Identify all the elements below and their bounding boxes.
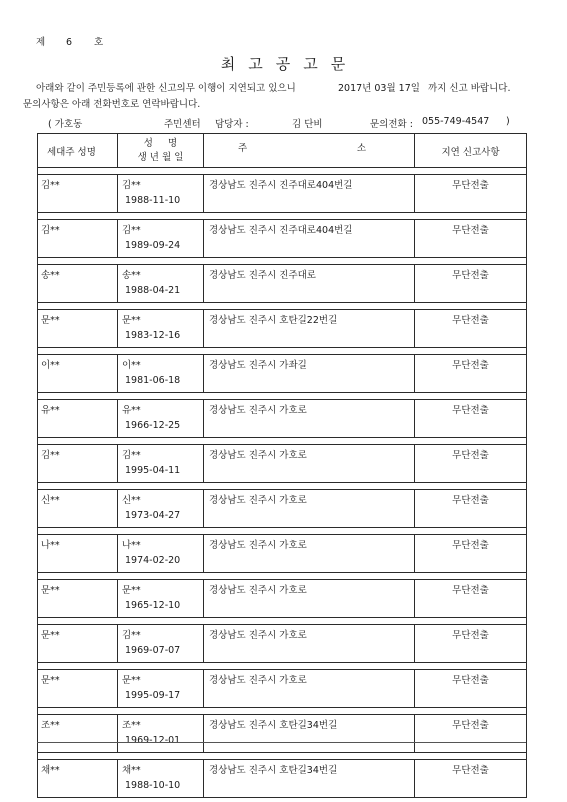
address-cell: 경상남도 진주시 가호로 — [204, 400, 415, 438]
address-cell: 경상남도 진주시 가호로 — [204, 625, 415, 663]
table-row — [38, 760, 527, 798]
table-row — [38, 490, 527, 528]
table-row — [38, 400, 527, 438]
householder-cell: 김** — [38, 220, 118, 258]
contact-office: ( 가호동 — [48, 119, 83, 130]
row-spacer — [38, 618, 527, 625]
status-cell: 무단전출 — [415, 355, 527, 393]
status-cell: 무단전출 — [415, 490, 527, 528]
header-address — [204, 134, 415, 168]
householder-cell: 나** — [38, 535, 118, 573]
row-spacer — [38, 663, 527, 670]
householder-cell: 문** — [38, 580, 118, 618]
status-cell: 무단전출 — [415, 535, 527, 573]
householder-cell: 이** — [38, 355, 118, 393]
row-spacer — [38, 483, 527, 490]
birth-date: 1988-04-21 — [125, 285, 181, 296]
row-spacer — [38, 393, 527, 400]
name-birth-cell — [118, 760, 204, 798]
page-title — [0, 53, 567, 74]
householder-cell: 유** — [38, 400, 118, 438]
table-row — [38, 310, 527, 348]
name-birth-cell — [118, 535, 204, 573]
records-table — [37, 133, 527, 798]
person-name: 김** — [122, 630, 141, 641]
birth-date: 1973-04-27 — [125, 510, 181, 521]
address-cell: 경상남도 진주시 진주대로404번길 — [204, 175, 415, 213]
header-householder: 세대주 성명 — [38, 134, 118, 168]
person-name: 채** — [122, 765, 141, 776]
status-cell: 무단전출 — [415, 715, 527, 753]
contact-phone: 055-749-4547 — [422, 116, 490, 127]
birth-date: 1995-04-11 — [125, 465, 181, 476]
table-row — [38, 175, 527, 213]
name-birth-cell — [118, 355, 204, 393]
row-spacer — [38, 528, 527, 535]
status-cell: 무단전출 — [415, 310, 527, 348]
name-birth-cell — [118, 400, 204, 438]
person-name: 문** — [122, 585, 141, 596]
document-number — [36, 34, 103, 48]
row-spacer — [38, 438, 527, 445]
address-cell: 경상남도 진주시 가좌길 — [204, 355, 415, 393]
address-cell: 경상남도 진주시 가호로 — [204, 490, 415, 528]
doc-number-suffix: 호 — [94, 37, 104, 48]
address-cell: 경상남도 진주시 가호로 — [204, 670, 415, 708]
status-cell: 무단전출 — [415, 625, 527, 663]
table-row — [38, 220, 527, 258]
person-name: 문** — [122, 315, 141, 326]
birth-date: 1965-12-10 — [125, 600, 181, 611]
name-birth-cell — [118, 580, 204, 618]
person-name: 김** — [122, 225, 141, 236]
birth-date: 1988-11-10 — [125, 195, 181, 206]
header-birth: 생 년 월 일 — [137, 151, 184, 163]
row-spacer — [38, 573, 527, 580]
row-spacer — [38, 303, 527, 310]
title-char: 문 — [330, 55, 347, 73]
person-name: 조** — [122, 720, 141, 731]
row-spacer — [38, 708, 527, 715]
birth-date: 1981-06-18 — [125, 375, 181, 386]
title-char: 최 — [220, 55, 237, 73]
title-char: 공 — [275, 55, 292, 73]
name-birth-cell — [118, 265, 204, 303]
name-birth-cell — [118, 445, 204, 483]
person-name: 이** — [122, 360, 141, 371]
name-birth-cell — [118, 625, 204, 663]
table-header-row — [38, 134, 527, 168]
status-cell: 무단전출 — [415, 220, 527, 258]
doc-number-value: 6 — [66, 37, 73, 48]
status-cell: 무단전출 — [415, 265, 527, 303]
row-spacer — [38, 348, 527, 355]
title-char: 고 — [303, 55, 319, 73]
householder-cell: 김** — [38, 175, 118, 213]
table-row — [38, 715, 527, 753]
householder-cell: 문** — [38, 670, 118, 708]
birth-date: 1969-07-07 — [125, 645, 181, 656]
row-spacer — [38, 213, 527, 220]
birth-date: 1989-09-24 — [125, 240, 181, 251]
header-name: 성 명 — [143, 137, 178, 149]
birth-date: 1983-12-16 — [125, 330, 181, 341]
status-cell: 무단전출 — [415, 175, 527, 213]
status-cell: 무단전출 — [415, 580, 527, 618]
person-name: 나** — [122, 540, 141, 551]
householder-cell: 문** — [38, 310, 118, 348]
deadline-date: 2017년 03월 17일 — [338, 83, 420, 94]
name-birth-cell — [118, 175, 204, 213]
name-birth-cell — [118, 220, 204, 258]
address-cell: 경상남도 진주시 가호로 — [204, 535, 415, 573]
row-spacer — [38, 258, 527, 265]
status-cell: 무단전출 — [415, 760, 527, 798]
address-cell: 경상남도 진주시 진주대로 — [204, 265, 415, 303]
address-cell: 경상남도 진주시 가호로 — [204, 580, 415, 618]
person-name: 김** — [122, 180, 141, 191]
person-name: 신** — [122, 495, 141, 506]
table-row — [38, 355, 527, 393]
intro-tail: 까지 신고 바랍니다. — [428, 83, 511, 94]
title-char: 고 — [248, 55, 264, 73]
header-status: 지연 신고사항 — [415, 134, 527, 168]
address-cell: 경상남도 진주시 가호로 — [204, 445, 415, 483]
status-cell: 무단전출 — [415, 400, 527, 438]
birth-date: 1988-10-10 — [125, 780, 181, 791]
table-row — [38, 445, 527, 483]
contact-person-label: 담당자 : — [215, 119, 249, 130]
address-cell: 경상남도 진주시 진주대로404번길 — [204, 220, 415, 258]
address-cell: 경상남도 진주시 호탄길22번길 — [204, 310, 415, 348]
person-name: 유** — [122, 405, 141, 416]
birth-date: 1974-02-20 — [125, 555, 181, 566]
intro-line-1 — [36, 80, 511, 94]
header-name-birth — [118, 134, 204, 168]
householder-cell: 문** — [38, 625, 118, 663]
intro-line-2: 문의사항은 아래 전화번호로 연락바랍니다. — [23, 99, 201, 110]
contact-person-name: 김 단비 — [292, 119, 323, 130]
table-row — [38, 625, 527, 663]
doc-number-prefix: 제 — [36, 37, 46, 48]
name-birth-cell — [118, 670, 204, 708]
footer-divider — [37, 742, 526, 743]
row-spacer — [38, 753, 527, 760]
contact-phone-label: 문의전화 : — [370, 119, 413, 130]
householder-cell: 송** — [38, 265, 118, 303]
table-row — [38, 265, 527, 303]
table-row — [38, 670, 527, 708]
contact-center: 주민센터 — [164, 119, 201, 130]
person-name: 김** — [122, 450, 141, 461]
name-birth-cell — [118, 715, 204, 753]
householder-cell: 채** — [38, 760, 118, 798]
address-cell: 경상남도 진주시 호탄길34번길 — [204, 715, 415, 753]
householder-cell: 김** — [38, 445, 118, 483]
table-row — [38, 580, 527, 618]
person-name: 문** — [122, 675, 141, 686]
contact-close: ) — [506, 116, 510, 127]
birth-date: 1995-09-17 — [125, 690, 181, 701]
status-cell: 무단전출 — [415, 670, 527, 708]
header-address-right: 소 — [356, 142, 366, 154]
contact-info — [48, 116, 528, 130]
status-cell: 무단전출 — [415, 445, 527, 483]
person-name: 송** — [122, 270, 141, 281]
name-birth-cell — [118, 310, 204, 348]
intro-text: 아래와 같이 주민등록에 관한 신고의무 이행이 지연되고 있으니 — [36, 83, 296, 94]
address-cell: 경상남도 진주시 호탄길34번길 — [204, 760, 415, 798]
table-row — [38, 535, 527, 573]
row-spacer — [38, 168, 527, 175]
householder-cell: 조** — [38, 715, 118, 753]
birth-date: 1966-12-25 — [125, 420, 181, 431]
header-address-left: 주 — [238, 142, 248, 154]
name-birth-cell — [118, 490, 204, 528]
birth-date: 1969-12-01 — [125, 735, 181, 746]
householder-cell: 신** — [38, 490, 118, 528]
